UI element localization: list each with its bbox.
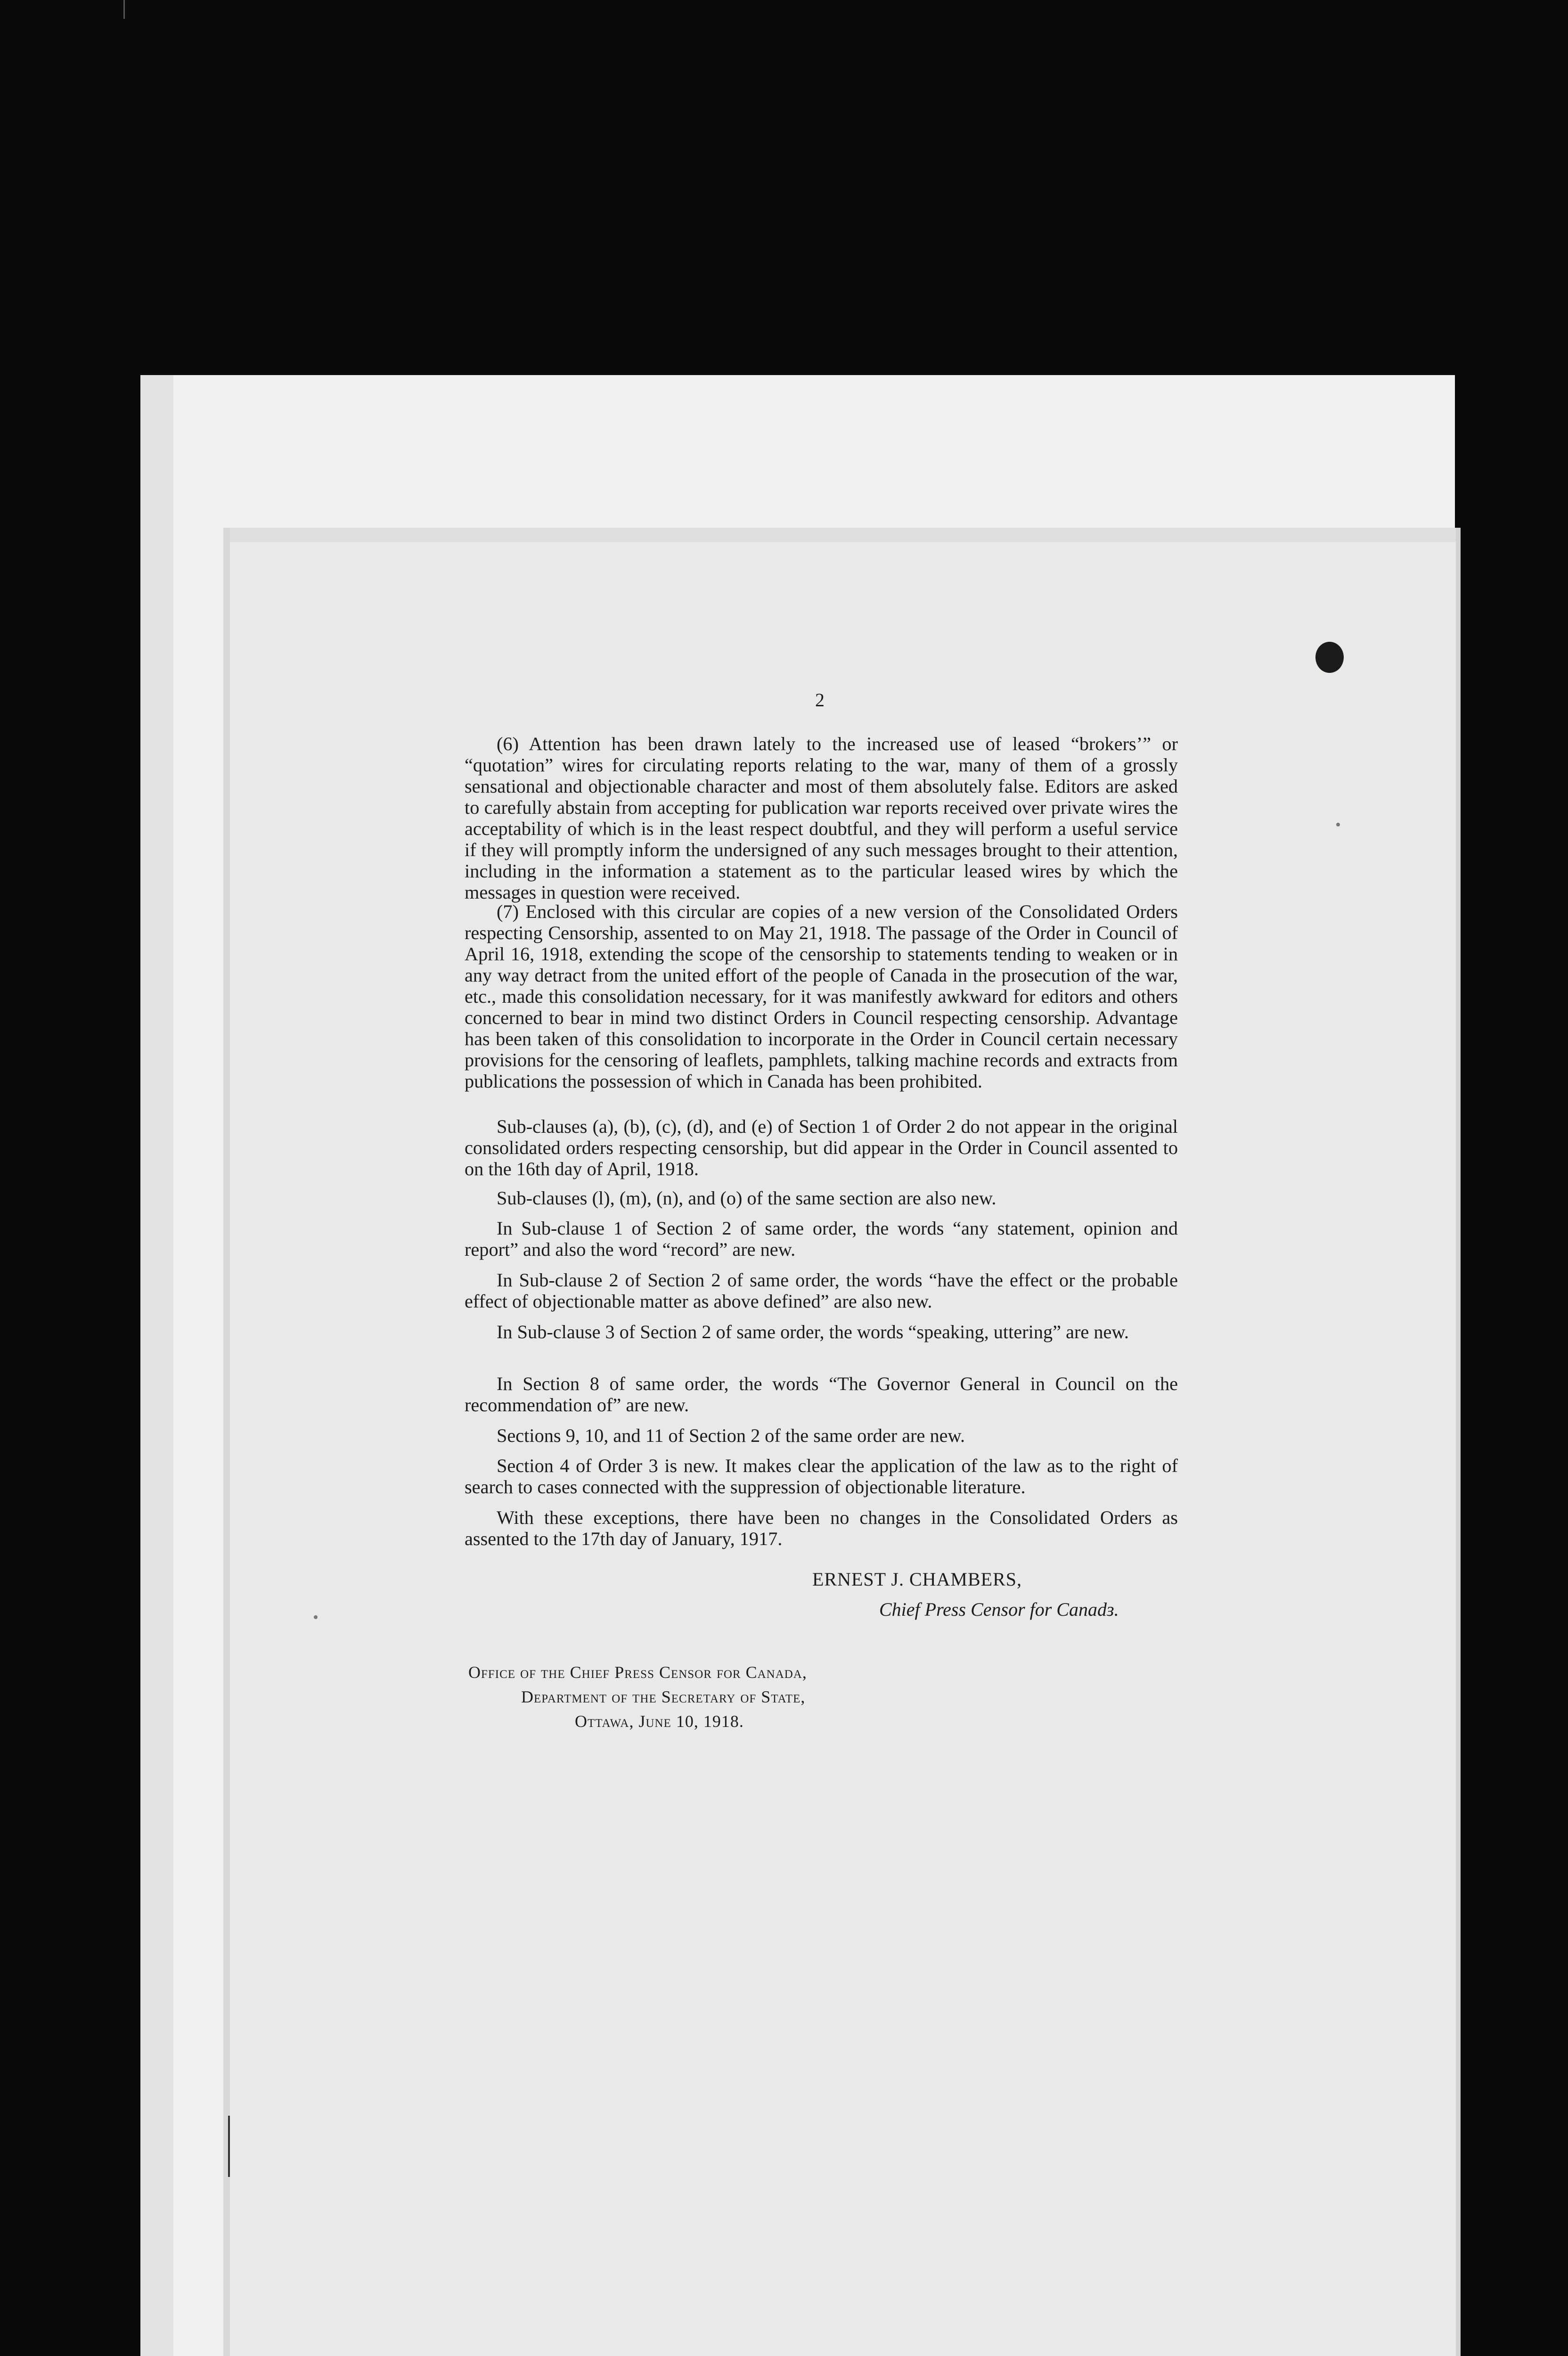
office-line-2: Department of the Secretary of State, bbox=[521, 1687, 806, 1706]
film-edge-mark bbox=[123, 0, 125, 19]
page-shadow-top bbox=[223, 528, 1456, 542]
paragraph-subclause-2: In Sub-clause 2 of Section 2 of same order, the words “have the effect or the probable effect of objectionable matter as above defined” are also new. bbox=[465, 1269, 1178, 1312]
office-line-1: Office of the Chief Press Censor for Canada, bbox=[468, 1663, 807, 1682]
dust-speck bbox=[314, 1615, 318, 1619]
paragraph-subclauses-l-o: Sub-clauses (l), (m), (n), and (o) of the same section are also new. bbox=[497, 1187, 996, 1209]
paragraph-section-8: In Section 8 of same order, the words “The Governor General in Council on the recommendation of” are new. bbox=[465, 1373, 1178, 1415]
paragraph-subclause-1: In Sub-clause 1 of Section 2 of same order, the words “any statement, opinion and report” and also the word “record” are new. bbox=[465, 1218, 1178, 1260]
office-line-3: Ottawa, June 10, 1918. bbox=[575, 1712, 744, 1731]
paragraph-subclause-3: In Sub-clause 3 of Section 2 of same order, the words “speaking, uttering” are new. bbox=[497, 1321, 1129, 1342]
margin-mark bbox=[228, 2116, 230, 2177]
paragraph-subclauses-a-e: Sub-clauses (a), (b), (c), (d), and (e) of Section 1 of Order 2 do not appear in the original consolidated orders respecting censorship, but did appear in the Order in Council assented to on the 16th day of April, 1918. bbox=[465, 1116, 1178, 1179]
paragraph-exceptions: With these exceptions, there have been no changes in the Consolidated Orders as assented to the 17th day of January, 1917. bbox=[465, 1507, 1178, 1549]
paragraph-sections-9-11: Sections 9, 10, and 11 of Section 2 of the same order are new. bbox=[497, 1425, 965, 1446]
page-number: 2 bbox=[815, 689, 825, 711]
paragraph-7: (7) Enclosed with this circular are copies of a new version of the Consolidated Orders respecting Censorship, assented to on May 21, 1918. The passage of the Order in Council of April 16, 1918, extending the scope of the censorship to statements tending to weaken or in any way detract from the united effort of the people of Canada in the prosecution of the war, etc., made this consolidation necessary, for it was manifestly awkward for editors and others concerned to bear in mind two distinct Orders in Council respecting censorship. Advantage has been taken of this consolidation to incorporate in the Order in Council certain necessary provisions for the censoring of leaflets, pamphlets, talking machine records and extracts from publications the possession of which in Canada has been prohibited. bbox=[465, 901, 1178, 1092]
signature-title: Chief Press Censor for Canadɜ. bbox=[879, 1599, 1119, 1620]
sheet-edge bbox=[140, 375, 173, 2356]
paragraph-6: (6) Attention has been drawn lately to the increased use of leased “brokers’” or “quotation” wires for circulating reports relating to the war, many of them of a grossly sensational and objectionable character and most of them absolutely false. Editors are asked to carefully abstain from accepting for publication war reports received over private wires the acceptability of which is in the least respect doubtful, and they will perform a useful service if they will promptly inform the undersigned of any such messages brought to their attention, including in the information a statement as to the particular leased wires by which the messages in question were received. bbox=[465, 733, 1178, 903]
paragraph-order-3: Section 4 of Order 3 is new. It makes clear the application of the law as to the right of search to cases connected with the suppression of objectionable literature. bbox=[465, 1455, 1178, 1497]
signature-name: ERNEST J. CHAMBERS, bbox=[812, 1569, 1022, 1590]
punch-hole bbox=[1315, 642, 1344, 673]
page-shadow-left bbox=[223, 528, 230, 2356]
dust-speck bbox=[1336, 823, 1340, 826]
